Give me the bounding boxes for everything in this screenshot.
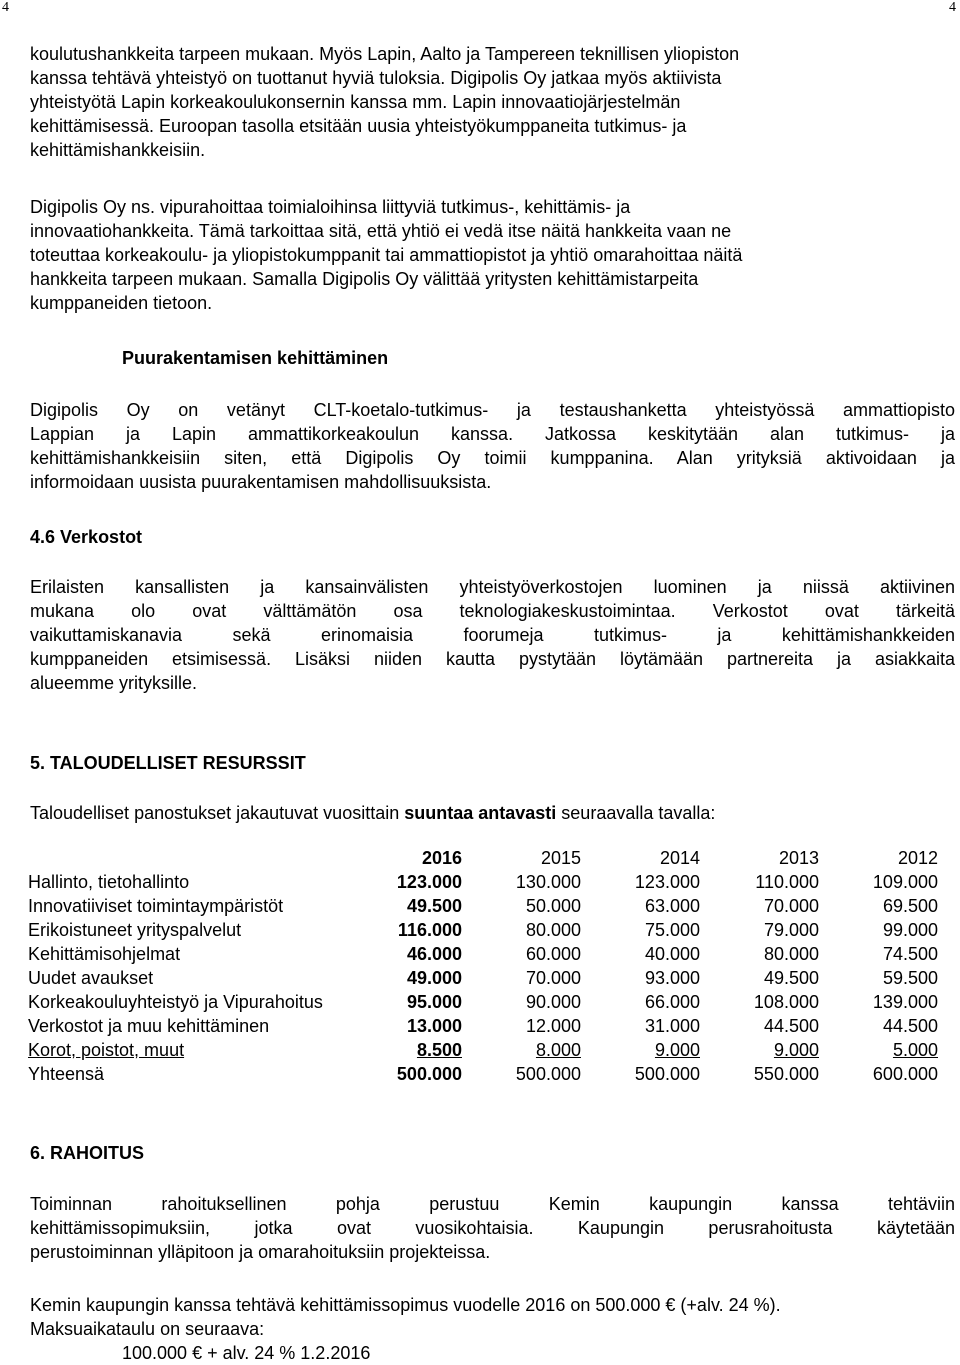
- table-cell: 59.500: [882, 968, 938, 988]
- table-header-year: 2012: [897, 848, 938, 868]
- table-cell: 8.500: [416, 1040, 462, 1060]
- page-number-right: 4: [949, 0, 956, 15]
- table-header-row: [28, 846, 938, 870]
- text-line: informoidaan uusista puurakentamisen mahdollisuuksista.: [30, 472, 492, 492]
- paragraph-verkostot: [30, 575, 955, 695]
- paragraph-rahoitus: [30, 1192, 955, 1264]
- row-label: Kehittämisohjelmat: [28, 944, 181, 964]
- table-cell: 9.000: [773, 1040, 819, 1060]
- text-line: kehittämishankkeisiin.: [30, 140, 206, 160]
- text-line: hankkeita tarpeen mukaan. Samalla Digipolis Oy välittää yritysten kehittämistarpeita: [30, 269, 699, 289]
- text-segment: seuraavalla tavalla:: [556, 803, 716, 823]
- text-line: Digipolis Oy on vetänyt CLT-koetalo-tutkimus- ja testaushanketta yhteistyössä ammattiopisto: [30, 400, 955, 420]
- table-row: [28, 966, 938, 990]
- table-cell: 13.000: [406, 1016, 462, 1036]
- text-line: Maksuaikataulu on seuraava:: [30, 1319, 265, 1339]
- table-cell: 70.000: [763, 896, 819, 916]
- paragraph-kehittamissopimus: [30, 1293, 955, 1341]
- text-line: alueemme yrityksille.: [30, 673, 198, 693]
- table-cell: 123.000: [634, 872, 700, 892]
- table-cell: 49.500: [763, 968, 819, 988]
- table-cell: 69.500: [882, 896, 938, 916]
- table-cell: 49.500: [406, 896, 462, 916]
- text-line: Lappian ja Lapin ammattikorkeakoulun kanssa. Jatkossa keskitytään alan tutkimus- ja: [30, 424, 955, 444]
- table-row: [28, 942, 938, 966]
- text-line: kehittämissopimuksiin, jotka ovat vuosikohtaisia. Kaupungin perusrahoitusta käytetään: [30, 1218, 955, 1238]
- table-row: [28, 870, 938, 894]
- text-line: toteuttaa korkeakoulu- ja yliopistokumppanit tai ammattiopistot ja yhtiö omarahoittaa näitä: [30, 245, 743, 265]
- table-cell: 90.000: [525, 992, 581, 1012]
- row-label: Verkostot ja muu kehittäminen: [28, 1016, 270, 1036]
- table-cell: 9.000: [654, 1040, 700, 1060]
- text-segment-bold: suuntaa antavasti: [404, 803, 557, 823]
- table-cell: 44.500: [882, 1016, 938, 1036]
- table-cell: 500.000: [396, 1064, 462, 1084]
- table-cell: 123.000: [396, 872, 462, 892]
- paragraph-puurakentaminen: [30, 398, 955, 494]
- text-line: kehittämishankkeisiin siten, että Digipolis Oy toimii kumppanina. Alan yrityksiä aktivoidaan ja: [30, 448, 955, 468]
- table-header-year: 2015: [540, 848, 581, 868]
- table-cell: 116.000: [397, 920, 462, 940]
- text-line: yhteistyötä Lapin korkeakoulukonsernin kanssa mm. Lapin innovaatiojärjestelmän: [30, 92, 681, 112]
- table-cell: 60.000: [525, 944, 581, 964]
- table-cell: 110.000: [755, 872, 819, 892]
- row-label: Hallinto, tietohallinto: [28, 872, 190, 892]
- table-header-year: 2016: [421, 848, 462, 868]
- table-cell: 8.000: [535, 1040, 581, 1060]
- paragraph-vipurahoitus: [30, 195, 930, 315]
- text-line: vaikuttamiskanavia sekä erinomaisia foorumeja tutkimus- ja kehittämishankkeiden: [30, 625, 955, 645]
- table-row: [28, 1038, 938, 1062]
- table-row: [28, 1014, 938, 1038]
- text-line: kumppaneiden tietoon.: [30, 293, 213, 313]
- table-cell: 50.000: [525, 896, 581, 916]
- text-line: mukana olo ovat välttämätön osa teknologiakeskustoimintaa. Verkostot ovat tärkeitä: [30, 601, 955, 621]
- table-row: [28, 894, 938, 918]
- row-label: Innovatiiviset toimintaympäristöt: [28, 896, 284, 916]
- table-cell: 75.000: [644, 920, 700, 940]
- table-cell: 500.000: [515, 1064, 581, 1084]
- heading-puurakentaminen: Puurakentamisen kehittäminen: [122, 348, 389, 368]
- table-cell: 95.000: [406, 992, 462, 1012]
- row-label: Uudet avaukset: [28, 968, 154, 988]
- table-cell: 66.000: [644, 992, 700, 1012]
- table-cell: 139.000: [872, 992, 938, 1012]
- row-label: Yhteensä: [28, 1064, 105, 1084]
- table-total-row: [28, 1062, 938, 1086]
- table-cell: 49.000: [406, 968, 462, 988]
- table-cell: 70.000: [525, 968, 581, 988]
- table-cell: 600.000: [872, 1064, 938, 1084]
- heading-taloudelliset-resurssit: 5. TALOUDELLISET RESURSSIT: [30, 753, 306, 773]
- table-header-year: 2014: [659, 848, 700, 868]
- paragraph-intro: [30, 42, 930, 162]
- table-cell: 40.000: [644, 944, 700, 964]
- text-line: kanssa tehtävä yhteistyö on tuottanut hyviä tuloksia. Digipolis Oy jatkaa myös aktiivista: [30, 68, 722, 88]
- table-cell: 31.000: [644, 1016, 700, 1036]
- row-label: Korot, poistot, muut: [28, 1040, 185, 1060]
- payment-schedule-item: 100.000 € + alv. 24 % 1.2.2016: [122, 1343, 371, 1363]
- heading-verkostot: 4.6 Verkostot: [30, 527, 143, 547]
- text-line: perustoiminnan ylläpitoon ja omarahoituksiin projekteissa.: [30, 1242, 491, 1262]
- table-cell: 80.000: [525, 920, 581, 940]
- text-line: Toiminnan rahoituksellinen pohja perustuu Kemin kaupungin kanssa tehtäviin: [30, 1194, 955, 1214]
- text-line: Digipolis Oy ns. vipurahoittaa toimialoihinsa liittyviä tutkimus-, kehittämis- ja: [30, 197, 631, 217]
- table-cell: 12.000: [525, 1016, 581, 1036]
- table-cell: 80.000: [763, 944, 819, 964]
- table-cell: 79.000: [763, 920, 819, 940]
- page-number-left: 4: [2, 0, 9, 15]
- table-cell: 44.500: [763, 1016, 819, 1036]
- budget-table: [28, 846, 938, 1086]
- text-line: Erilaisten kansallisten ja kansainvälisten yhteistyöverkostojen luominen ja niissä aktiivinen: [30, 577, 955, 597]
- text-line: Kemin kaupungin kanssa tehtävä kehittämissopimus vuodelle 2016 on 500.000 € (+alv. 24 %).: [30, 1295, 781, 1315]
- row-label: Korkeakouluyhteistyö ja Vipurahoitus: [28, 992, 323, 1012]
- table-cell: 99.000: [882, 920, 938, 940]
- table-cell: 74.500: [882, 944, 938, 964]
- text-segment: Taloudelliset panostukset jakautuvat vuosittain: [30, 803, 405, 823]
- table-cell: 63.000: [644, 896, 700, 916]
- row-label: Erikoistuneet yrityspalvelut: [28, 920, 242, 940]
- table-cell: 46.000: [406, 944, 462, 964]
- table-row: [28, 918, 938, 942]
- text-line: kumppaneiden etsimisessä. Lisäksi niiden kautta pystytään löytämään partnereita ja asiakkaita: [30, 649, 955, 669]
- table-cell: 109.000: [872, 872, 938, 892]
- text-line: kehittämisessä. Euroopan tasolla etsitään uusia yhteistyökumppaneita tutkimus- ja: [30, 116, 687, 136]
- table-cell: 93.000: [644, 968, 700, 988]
- table-row: [28, 990, 938, 1014]
- table-cell: 550.000: [753, 1064, 819, 1084]
- table-cell: 108.000: [753, 992, 819, 1012]
- table-header-label: [28, 846, 358, 870]
- text-line: innovaatiohankkeita. Tämä tarkoittaa sitä, että yhtiö ei vedä itse näitä hankkeita vaan ne: [30, 221, 732, 241]
- heading-rahoitus: 6. RAHOITUS: [30, 1143, 145, 1163]
- table-cell: 5.000: [892, 1040, 938, 1060]
- table-cell: 130.000: [515, 872, 581, 892]
- table-cell: 500.000: [634, 1064, 700, 1084]
- text-line: koulutushankkeita tarpeen mukaan. Myös Lapin, Aalto ja Tampereen teknillisen yliopiston: [30, 44, 740, 64]
- table-header-year: 2013: [778, 848, 819, 868]
- paragraph-talous-intro: [30, 801, 930, 825]
